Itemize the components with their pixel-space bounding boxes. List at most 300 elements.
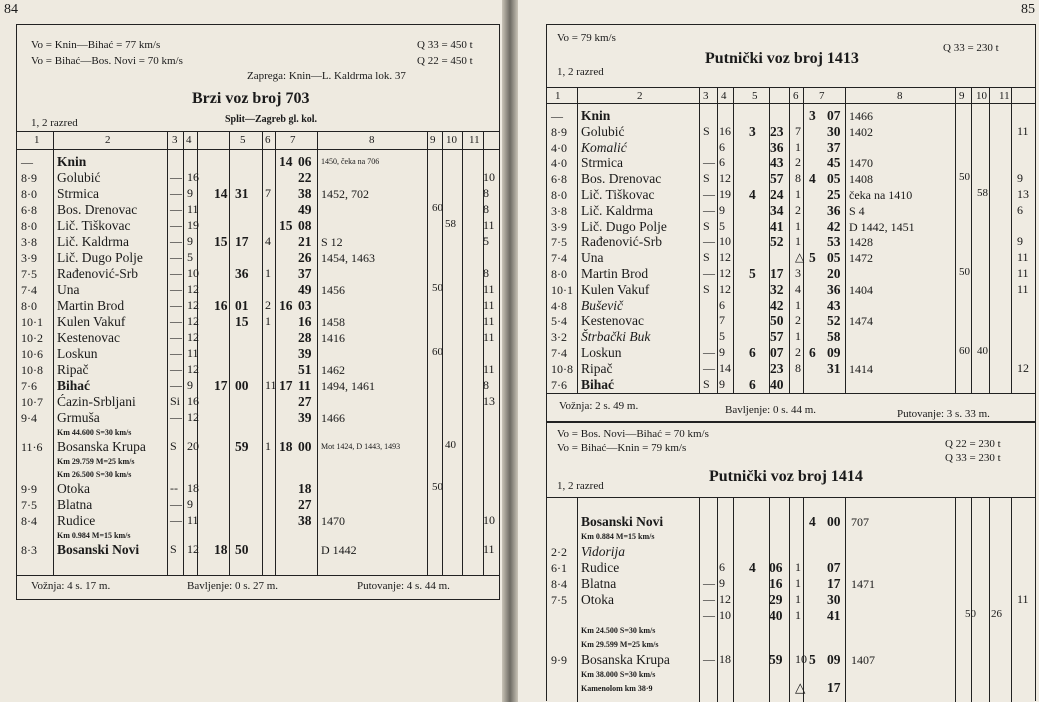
- km-distance: 7·5: [21, 498, 37, 512]
- column-number: 4: [721, 90, 727, 102]
- departure-hour: 17: [279, 378, 293, 393]
- departure-hour: 15: [279, 218, 293, 233]
- stop-minutes: 1: [795, 576, 801, 590]
- run-minutes: 18: [187, 481, 199, 495]
- stop-class: S: [703, 171, 710, 186]
- column-line: [317, 131, 318, 575]
- remark: 1407: [851, 653, 875, 667]
- stop-minutes: 2: [795, 202, 801, 217]
- stop-minutes: 3: [795, 266, 801, 280]
- run-minutes: 5: [719, 329, 725, 344]
- route-note: Split—Zagreb gl. kol.: [225, 114, 318, 125]
- speed-line: Vo = Bihać—Knin = 79 km/s: [557, 442, 687, 454]
- column-line: [262, 131, 263, 575]
- column-line: [717, 87, 718, 393]
- column-line: [462, 131, 463, 575]
- km-distance: 7·5: [551, 593, 567, 607]
- column-line: [699, 87, 700, 393]
- run-minutes: 9: [719, 376, 725, 391]
- col10-value: 58: [445, 218, 456, 230]
- speed-note: Km 44.600 S=30 km/s: [57, 428, 132, 437]
- km-distance: 3·2: [551, 330, 567, 345]
- column-line: [229, 131, 230, 575]
- run-minutes: 12: [719, 171, 731, 186]
- station-name: Golubić: [57, 170, 101, 185]
- col11-value: 8: [483, 186, 489, 200]
- departure-minutes: 11: [298, 378, 311, 393]
- station-name: Bosanski Novi: [57, 542, 140, 557]
- column-line: [971, 497, 972, 702]
- arrival-minutes: 36: [235, 266, 249, 281]
- stop-class: —: [170, 330, 182, 344]
- stop-class: —: [703, 155, 715, 170]
- km-distance: 10·2: [21, 331, 43, 345]
- run-minutes: 12: [187, 330, 199, 344]
- departure-minutes: 30: [827, 592, 841, 607]
- station-name: Lič. Kaldrma: [57, 234, 129, 249]
- run-minutes: 9: [187, 234, 193, 248]
- load-line: Q 22 = 230 t: [945, 438, 1001, 450]
- station-name: Rudice: [57, 513, 96, 528]
- column-line: [789, 87, 790, 393]
- remark: 707: [851, 515, 869, 529]
- km-distance: 7·6: [21, 379, 37, 393]
- arrival-minutes: 59: [769, 652, 783, 667]
- departure-minutes: 30: [827, 123, 841, 139]
- departure-hour: 5: [809, 250, 816, 266]
- run-minutes: 10: [187, 266, 199, 280]
- stop-class: —: [170, 513, 182, 527]
- remark: D 1442: [321, 543, 357, 557]
- departure-minutes: 31: [827, 360, 841, 376]
- departure-minutes: 00: [298, 439, 312, 454]
- stop-time: Bavljenje: 0 s. 44 m.: [725, 404, 817, 416]
- col9-value: 50: [959, 171, 970, 184]
- run-minutes: 20: [187, 439, 199, 453]
- col11-value: 11: [1017, 266, 1029, 280]
- stop-class: —: [703, 592, 715, 606]
- col11-value: 8: [483, 202, 489, 216]
- remark: 1452, 702: [321, 187, 369, 201]
- km-distance: 8·4: [551, 577, 567, 591]
- stop-class: —: [703, 345, 715, 359]
- remark: 1466: [321, 411, 345, 425]
- column-number: 11: [469, 134, 480, 146]
- column-line: [183, 131, 184, 575]
- arrival-minutes: 41: [770, 218, 784, 234]
- arrival-minutes: 57: [770, 329, 784, 345]
- stop-class: —: [170, 362, 182, 376]
- stop-class: S: [703, 123, 710, 138]
- column-line: [717, 497, 718, 702]
- stop-minutes: 2: [265, 298, 271, 312]
- speed-note: Km 0.984 M=15 km/s: [57, 531, 131, 540]
- train-title: Putnički voz broj 1414: [709, 468, 863, 485]
- stop-minutes: 11: [265, 378, 277, 392]
- departure-minutes: 36: [827, 202, 841, 218]
- run-minutes: 19: [187, 218, 199, 232]
- col9-value: 60: [432, 346, 443, 358]
- column-line: [167, 131, 168, 575]
- departure-minutes: 08: [298, 218, 312, 233]
- run-minutes: 12: [719, 266, 731, 280]
- remark: 1474: [849, 314, 873, 329]
- km-distance: 6·1: [551, 561, 567, 575]
- departure-hour: 5: [809, 652, 816, 667]
- arrival-hour: 6: [749, 345, 756, 360]
- remark: 1470: [321, 514, 345, 528]
- run-minutes: 9: [187, 497, 193, 511]
- column-number: 10: [446, 134, 457, 146]
- col11-value: 9: [1017, 171, 1023, 186]
- col11-value: 11: [1017, 281, 1029, 296]
- traction-note: Zaprega: Knin—L. Kaldrma lok. 37: [247, 70, 406, 82]
- departure-minutes: 49: [298, 282, 312, 297]
- col11-value: 8: [483, 378, 489, 392]
- stop-minutes: 1: [795, 297, 801, 312]
- arrival-minutes: 06: [769, 560, 783, 575]
- stop-class: —: [170, 497, 182, 511]
- speed-note: Km 0.884 M=15 km/s: [581, 532, 655, 541]
- book-gutter: [502, 0, 518, 702]
- column-line: [53, 131, 54, 575]
- stop-class: —: [170, 234, 182, 248]
- station-name: Ripač: [57, 362, 89, 377]
- stop-minutes: △: [795, 250, 805, 265]
- page-number-left: 84: [4, 2, 18, 17]
- arrival-minutes: 59: [235, 439, 249, 454]
- run-minutes: 16: [719, 123, 731, 138]
- stop-class: —: [170, 346, 182, 360]
- run-minutes: 18: [719, 652, 731, 666]
- departure-minutes: 38: [298, 186, 312, 201]
- remark: D 1442, 1451: [849, 219, 915, 234]
- column-number: 8: [369, 134, 375, 146]
- run-minutes: 19: [719, 187, 731, 201]
- remark: čeka na 1410: [849, 188, 913, 202]
- km-distance: —: [21, 155, 33, 169]
- station-name: Blatna: [57, 497, 93, 512]
- speed-line: Vo = Bos. Novi—Bihać = 70 km/s: [557, 428, 709, 440]
- column-header-rule: [17, 149, 499, 150]
- km-distance: 4·8: [551, 298, 567, 313]
- remark: 1458: [321, 315, 345, 329]
- run-minutes: 6: [719, 297, 725, 312]
- km-distance: 2·2: [551, 545, 567, 559]
- run-minutes: 12: [719, 250, 731, 265]
- stop-class: —: [170, 250, 182, 264]
- stop-class: S: [170, 439, 177, 453]
- arrival-minutes: 57: [770, 171, 784, 187]
- station-name: Vidorija: [581, 544, 626, 559]
- column-line: [733, 497, 734, 702]
- departure-minutes: 03: [298, 298, 312, 313]
- stop-mark: △: [795, 680, 806, 695]
- km-distance: 10·8: [551, 361, 573, 376]
- km-distance: 6·8: [21, 203, 37, 217]
- km-distance: 8·9: [551, 124, 567, 139]
- arrival-hour: 4: [749, 560, 756, 575]
- load-line: Q 33 = 230 t: [943, 42, 999, 54]
- km-distance: 9·9: [21, 482, 37, 496]
- arrival-hour: 14: [214, 186, 228, 201]
- stop-class: —: [170, 298, 182, 312]
- km-distance: 7·5: [551, 235, 567, 250]
- column-line: [577, 497, 578, 702]
- column-number: 9: [959, 90, 965, 102]
- section-rule: [547, 497, 1035, 498]
- stop-minutes: 8: [795, 360, 801, 375]
- km-distance: 8·0: [21, 299, 37, 313]
- station-name: Kestenovac: [581, 313, 644, 329]
- remark: 1404: [849, 282, 873, 297]
- departure-minutes: 26: [298, 250, 312, 265]
- departure-minutes: 27: [298, 497, 312, 512]
- stop-class: S: [703, 218, 710, 233]
- column-number: 7: [290, 134, 296, 146]
- arrival-hour: 4: [749, 187, 756, 202]
- station-name: Kulen Vakuf: [581, 281, 650, 297]
- column-number: 1: [34, 134, 40, 146]
- km-distance: 3·9: [551, 219, 567, 234]
- station-name: Lič. Tiškovac: [581, 187, 655, 202]
- departure-minutes: 39: [298, 410, 312, 425]
- stop-minutes: 4: [795, 281, 801, 296]
- run-minutes: 12: [187, 410, 199, 424]
- departure-hour: 14: [279, 154, 293, 169]
- departure-minutes: 25: [827, 187, 841, 202]
- km-distance: 5·4: [551, 314, 567, 329]
- run-minutes: 12: [187, 542, 199, 556]
- km-distance: 10·1: [21, 315, 43, 329]
- col11-value: 9: [1017, 234, 1023, 249]
- stop-class: —: [703, 652, 715, 666]
- column-header-rule: [547, 87, 1035, 88]
- arrival-minutes: 32: [770, 281, 784, 297]
- station-name: Knin: [57, 154, 87, 169]
- km-distance: 8·0: [21, 187, 37, 201]
- station-name: Otoka: [57, 481, 90, 496]
- km-distance: 9·4: [21, 411, 37, 425]
- remark: 1494, 1461: [321, 379, 375, 393]
- departure-minutes: 05: [827, 171, 841, 187]
- train-1413-timetable: [546, 24, 1036, 422]
- arrival-minutes: 15: [235, 314, 249, 329]
- station-name: Bosanska Krupa: [57, 439, 146, 454]
- departure-minutes: 53: [827, 234, 841, 250]
- stop-minutes: 1: [795, 560, 801, 574]
- run-minutes: 9: [719, 202, 725, 217]
- departure-minutes: 58: [827, 329, 841, 345]
- station-name: Blatna: [581, 576, 617, 591]
- departure-minutes: 36: [827, 281, 841, 297]
- col11-value: 13: [483, 394, 495, 408]
- col10-value: 40: [445, 439, 456, 451]
- departure-hour: 3: [809, 108, 816, 123]
- km-distance: 4·0: [551, 156, 567, 171]
- travel-time: Putovanje: 3 s. 33 m.: [897, 408, 990, 420]
- station-name: Kestenovac: [57, 330, 120, 345]
- col11-value: 11: [483, 314, 495, 328]
- remark: 1471: [851, 577, 875, 591]
- run-minutes: 5: [187, 250, 193, 264]
- departure-hour: 4: [809, 514, 816, 529]
- stop-minutes: 10: [795, 652, 807, 666]
- departure-minutes: 06: [298, 154, 312, 169]
- stop-class: —: [170, 266, 182, 280]
- station-name: Ćazin-Srbljani: [57, 394, 136, 409]
- arrival-minutes: 17: [770, 266, 784, 281]
- stop-class: —: [170, 410, 182, 424]
- page-number-right: 85: [1021, 2, 1035, 17]
- column-line: [577, 87, 578, 393]
- column-line: [955, 87, 956, 393]
- speed-note: Km 24.500 S=30 km/s: [581, 626, 656, 635]
- speed-note: Km 38.000 S=30 km/s: [581, 670, 656, 679]
- column-number: 6: [265, 134, 271, 146]
- station-name: Buševič: [581, 297, 623, 313]
- station-name: Knin: [581, 108, 611, 123]
- run-minutes: 11: [187, 202, 199, 216]
- speed-line: Vo = 79 km/s: [557, 32, 616, 44]
- station-name: Bos. Drenovac: [581, 171, 662, 187]
- run-minutes: 9: [719, 576, 725, 590]
- train-title: Putnički voz broj 1413: [705, 50, 859, 67]
- arrival-hour: 15: [214, 234, 228, 249]
- col9-value: 60: [432, 202, 443, 214]
- train-1414-timetable: [546, 422, 1036, 701]
- column-header-rule: [547, 103, 1035, 104]
- km-distance: —: [551, 109, 563, 123]
- arrival-minutes: 36: [770, 139, 784, 155]
- station-name: Grmuša: [57, 410, 100, 425]
- arrival-minutes: 31: [235, 186, 249, 201]
- departure-minutes: 21: [298, 234, 312, 249]
- station-name: Loskun: [57, 346, 98, 361]
- col11-value: 5: [483, 234, 489, 248]
- km-distance: 10·6: [21, 347, 43, 361]
- km-distance: 10·1: [551, 282, 573, 297]
- station-name: Bos. Drenovac: [57, 202, 138, 217]
- departure-hour: 16: [279, 298, 293, 313]
- column-number: 2: [105, 134, 111, 146]
- col10-value: 58: [977, 187, 988, 199]
- stop-minutes: 1: [265, 314, 271, 328]
- departure-minutes: 37: [827, 139, 841, 155]
- remark: 1402: [849, 124, 873, 139]
- departure-minutes: 27: [298, 394, 312, 409]
- departure-minutes: 42: [827, 218, 841, 234]
- departure-minutes: 07: [827, 560, 841, 575]
- stop-class: —: [170, 282, 182, 296]
- stop-class: —: [703, 266, 715, 280]
- km-distance: 10·8: [21, 363, 43, 377]
- stop-minutes: 7: [795, 123, 801, 138]
- speed-note: Kamenolom km 38·9: [581, 684, 653, 693]
- station-name: Martin Brod: [57, 298, 125, 313]
- col11-value: 11: [483, 298, 495, 312]
- arrival-hour: 5: [749, 266, 756, 281]
- arrival-minutes: 07: [770, 345, 784, 360]
- station-name: Bosanska Krupa: [581, 652, 670, 667]
- run-minutes: 16: [187, 170, 199, 184]
- col11-value: 11: [483, 542, 495, 556]
- stop-class: S: [703, 281, 710, 296]
- stop-class: S: [703, 250, 710, 265]
- arrival-minutes: 34: [770, 202, 784, 218]
- col11-value: 8: [483, 266, 489, 280]
- station-name: Lič. Dugo Polje: [57, 250, 143, 265]
- stop-minutes: 2: [795, 155, 801, 170]
- station-name: Una: [57, 282, 80, 297]
- stop-class: —: [703, 202, 715, 217]
- run-minutes: 9: [187, 378, 193, 392]
- departure-minutes: 51: [298, 362, 312, 377]
- arrival-minutes: 40: [769, 608, 783, 623]
- arrival-hour: 3: [749, 123, 756, 139]
- departure-hour: 18: [279, 439, 293, 454]
- col9-value: 50: [959, 266, 970, 278]
- stop-class: —: [703, 234, 715, 249]
- stop-minutes: 7: [265, 186, 271, 200]
- arrival-hour: 16: [214, 298, 228, 313]
- remark: 1450, čeka na 706: [321, 157, 380, 166]
- departure-minutes: 09: [827, 345, 841, 360]
- stop-class: —: [170, 186, 182, 200]
- run-minutes: 11: [187, 513, 199, 527]
- column-line: [989, 87, 990, 393]
- stop-class: —: [170, 378, 182, 392]
- column-header-rule: [17, 131, 499, 132]
- km-distance: 8·0: [551, 188, 567, 202]
- remark: 1414: [849, 361, 873, 376]
- time-minutes: 17: [827, 680, 841, 695]
- run-minutes: 12: [719, 281, 731, 296]
- arrival-minutes: 00: [235, 378, 249, 393]
- stop-minutes: 1: [795, 329, 801, 344]
- column-number: 3: [703, 90, 709, 102]
- station-name: Loskun: [581, 345, 622, 360]
- departure-minutes: 20: [827, 266, 841, 281]
- station-name: Strmica: [581, 155, 623, 171]
- stop-class: --: [170, 481, 178, 495]
- column-number: 4: [186, 134, 192, 146]
- classes: 1, 2 razred: [557, 66, 604, 78]
- station-name: Golubić: [581, 123, 625, 139]
- departure-minutes: 37: [298, 266, 312, 281]
- run-minutes: 6: [719, 139, 725, 154]
- load-line: Q 22 = 450 t: [417, 55, 473, 67]
- column-line: [1011, 87, 1012, 393]
- column-line: [789, 497, 790, 702]
- departure-minutes: 18: [298, 481, 312, 496]
- classes: 1, 2 razred: [557, 480, 604, 492]
- km-distance: 8·3: [21, 543, 37, 557]
- stop-minutes: 4: [265, 234, 271, 248]
- column-line: [803, 497, 804, 702]
- km-distance: 11·6: [21, 440, 43, 454]
- departure-minutes: 09: [827, 652, 841, 667]
- run-minutes: 11: [187, 346, 199, 360]
- station-name: Rudice: [581, 560, 620, 575]
- km-distance: 8·9: [21, 171, 37, 185]
- km-distance: 7·4: [551, 346, 567, 360]
- remark: Mot 1424, D 1443, 1493: [321, 442, 401, 451]
- run-minutes: 16: [187, 394, 199, 408]
- col11-value: 11: [483, 330, 495, 344]
- stop-minutes: 1: [795, 187, 801, 201]
- stop-minutes: 8: [795, 171, 801, 186]
